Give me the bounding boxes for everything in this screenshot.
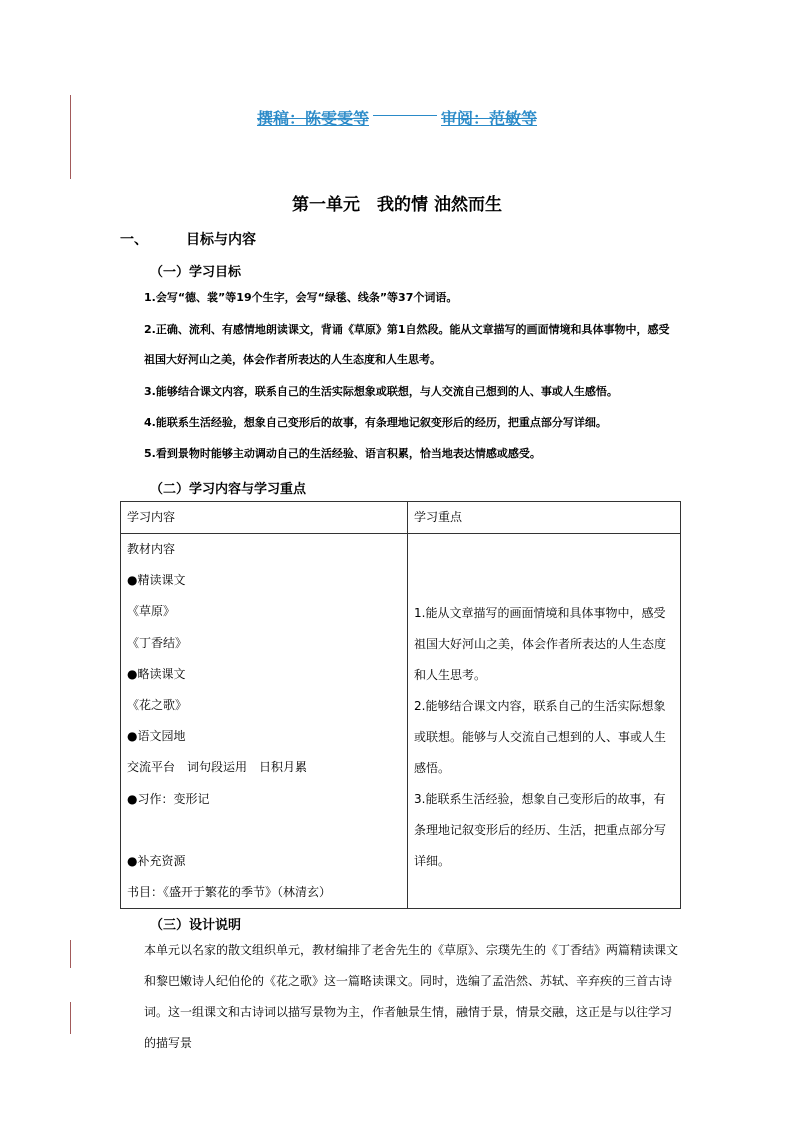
author-credit: 撰稿：陈雯雯等 [256, 109, 369, 128]
header-separator [373, 106, 437, 116]
focus-item: 1.能从文章描写的画面情境和具体事物中，感受祖国大好河山之美，体会作者所表达的人生态度和人生思考。 [414, 606, 667, 682]
focus-item: 3.能联系生活经验，想象自己变形后的故事，有条理地记叙变形后的经历、生活，把重点部分写详细。 [414, 792, 667, 868]
unit-title: 第一单元 我的情 油然而生 [292, 195, 502, 215]
content-item: ●精读课文 [127, 573, 186, 588]
goal-item: 2.正确、流利、有感情地朗读课文，背诵《草原》第1自然段。能从文章描写的画面情境和具体事物中，感受祖国大好河山之美，体会作者所表达的人生态度和人生思考。 [144, 323, 670, 366]
subheading-content: （二）学习内容与学习重点 [150, 482, 307, 497]
section-title: 目标与内容 [186, 232, 256, 248]
content-item: 《草原》 [127, 604, 176, 619]
subheading-goals: （一）学习目标 [150, 265, 242, 280]
content-item: ●语文园地 [127, 729, 186, 744]
focus-cell [408, 534, 681, 909]
goal-item: 5.看到景物时能够主动调动自己的生活经验、语言积累，恰当地表达情感或感受。 [144, 447, 541, 460]
content-item: 《花之歌》 [127, 697, 188, 712]
focus-item: 2.能够结合课文内容，联系自己的生活实际想象或联想。能够与人交流自己想到的人、事或人生感悟。 [414, 699, 667, 775]
section-heading [120, 229, 256, 249]
content-item: 教材内容 [127, 542, 176, 556]
content-item: ●补充资源 [127, 853, 186, 868]
reviewer-credit: 审阅：范敏等 [441, 109, 538, 128]
content-cell [121, 534, 408, 909]
table-header-focus: 学习重点 [408, 502, 681, 534]
goal-item: 4.能联系生活经验，想象自己变形后的故事，有条理地记叙变形后的经历，把重点部分写详细。 [144, 416, 607, 429]
goal-item: 3.能够结合课文内容，联系自己的生活实际想象或联想，与人交流自己想到的人、事或人生感悟。 [144, 385, 618, 398]
section-number: 一、 [120, 232, 148, 248]
content-item [127, 815, 407, 846]
content-item: ●略读课文 [127, 666, 186, 681]
margin-bar-bottom [70, 1002, 71, 1034]
design-paragraph: 本单元以名家的散文组织单元，教材编排了老舍先生的《草原》、宗璞先生的《丁香结》两篇精读课文和黎巴嫩诗人纪伯伦的《花之歌》这一篇略读课文。同时，选编了孟浩然、苏轼、辛弃疾的三首古诗词。这一组课文和古诗词以描写景物为主，作者触景生情，融情于景，情景交融，这正是与以往学习的描写景 [144, 943, 679, 1050]
table-header-content: 学习内容 [121, 502, 408, 534]
margin-bar-mid [70, 940, 71, 968]
content-item: ●习作：变形记 [127, 791, 210, 806]
header-credits [0, 106, 794, 129]
content-item: 交流平台 词句段运用 日积月累 [127, 760, 308, 775]
content-table [120, 501, 681, 909]
content-item: 书目：《盛开于繁花的季节》（林清玄） [127, 885, 332, 900]
goal-item: 1.会写“德、裳”等19个生字，会写“绿毯、线条”等37个词语。 [144, 291, 458, 304]
content-item: 《丁香结》 [127, 635, 188, 650]
subheading-design: （三）设计说明 [150, 918, 242, 933]
